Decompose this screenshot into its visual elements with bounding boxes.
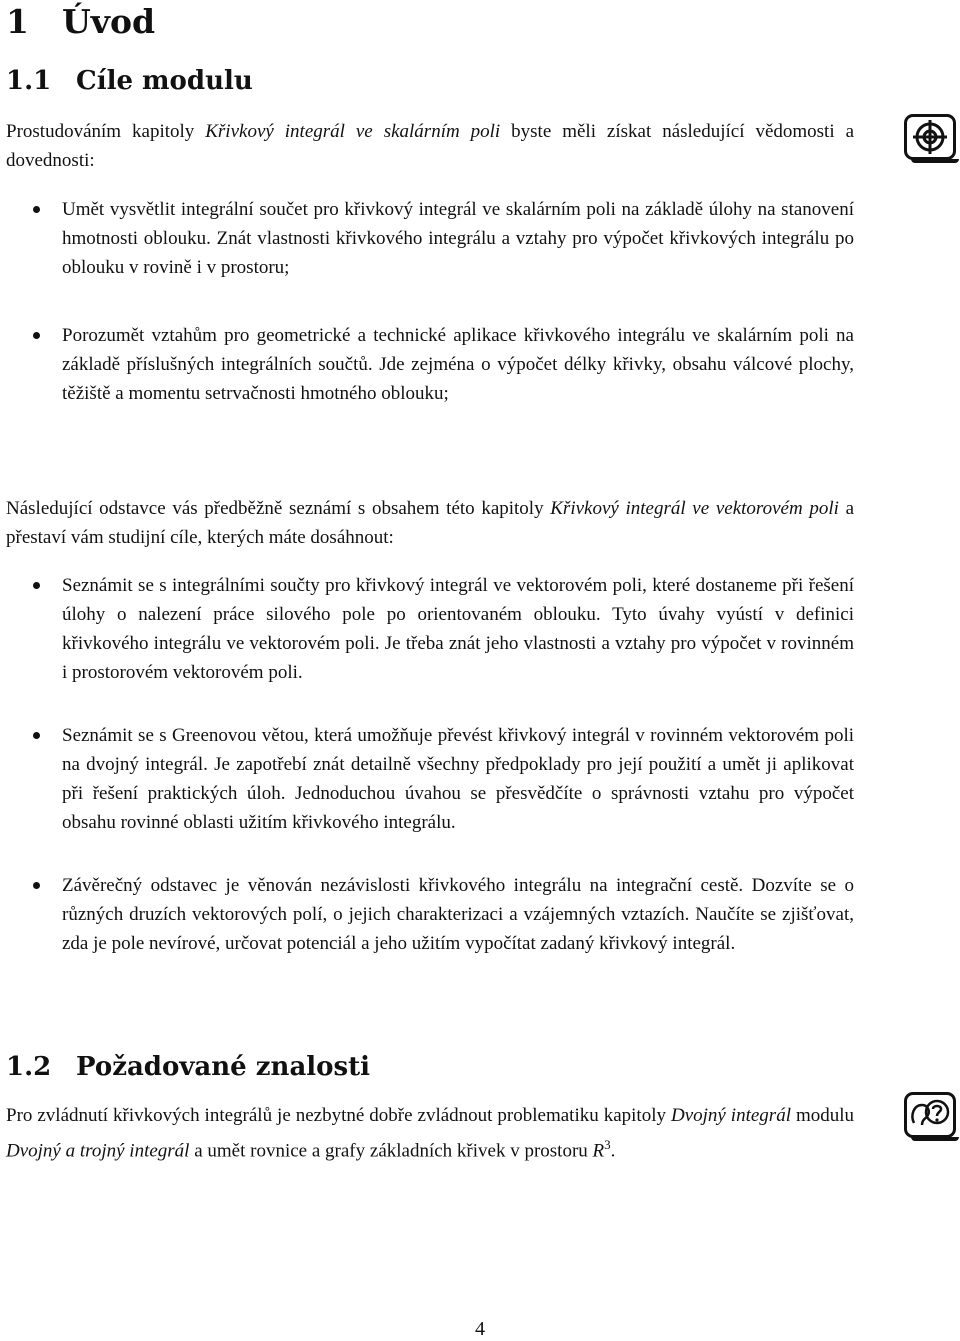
target-icon-glyph (910, 119, 950, 155)
prereq-text: a umět rovnice a grafy základních křivek v prostoru (189, 1140, 593, 1162)
overview-text-end: a přestaví vám studijní cíle, kterých máte dosáhnout: (6, 498, 854, 548)
prereq-text: modulu (790, 1105, 855, 1126)
section-heading-goals (6, 66, 253, 96)
list-item-text: Seznámit se s integrálními součty pro křivkový integrál ve vektorovém poli, které dostaneme při řešení úlohy o nalezení práce silového pole po orientovaném oblouku. Tyto úvahy vyústí v definici křivkového integrálu ve vektorovém poli. Je třeba znát jeho vlastnosti a vztahy pro výpočet v rovinném i prostorovém vektorovém poli. (62, 575, 854, 683)
prereq-module-ref: Dvojný a trojný integrál (6, 1140, 190, 1162)
math-exponent: 3 (604, 1137, 611, 1152)
intro-text: Prostudováním kapitoly (6, 121, 206, 142)
list-item (62, 571, 854, 687)
chapter-title: Úvod (62, 2, 156, 41)
list-item-text: Závěrečný odstavec je věnován nezávislosti křivkového integrálu na integrační cestě. Dozvíte se o různých druzích vektorových polí, o jejich charakterizaci a vzájemných vztazích. Naučíte se zjišťovat, zda je pole nevírové, určovat potenciál a jeho užitím vypočítat zadaný křivkový integrál. (62, 875, 854, 954)
overview-chapter-ref: Křivkový integrál ve vektorovém poli (550, 498, 839, 519)
list-item-text: Seznámit se s Greenovou větou, která umožňuje převést křivkový integrál v rovinném vektorovém poli na dvojný integrál. Je zapotřebí znát detailně všechny předpoklady pro její použití a umět ji aplikovat při řešení praktických úloh. Jednoduchou úvahou se přesvědčíte o správnosti vztahu pro výpočet obsahu rovinné oblasti užitím křivkového integrálu. (62, 725, 854, 833)
section-heading-prerequisites (6, 1052, 370, 1082)
prereq-text: Pro zvládnutí křivkových integrálů je nezbytné dobře zvládnout problematiku kapitoly (6, 1105, 671, 1126)
chapter-heading (6, 2, 155, 41)
bullet-icon (33, 332, 40, 339)
prerequisites-paragraph (6, 1101, 854, 1165)
list-item (62, 321, 854, 408)
section-title: Cíle modulu (76, 66, 253, 96)
goals-list (62, 195, 854, 408)
prereq-text-end: . (610, 1140, 616, 1162)
section-number: 1.2 (6, 1052, 52, 1082)
question-mark-thinking-glyph (908, 1097, 952, 1133)
bullet-icon (33, 882, 40, 889)
study-goals-list (62, 571, 854, 958)
list-item-text: Umět vysvětlit integrální součet pro křivkový integrál ve skalárním poli na základě úlohy na stanovení hmotnosti oblouku. Znát vlastnosti křivkového integrálu a vztahy pro výpočet křivkových integrálu po oblouku v rovině i v prostoru; (62, 199, 854, 278)
intro-chapter-ref: Křivkový integrál ve skalárním poli (205, 121, 501, 142)
bullet-icon (33, 732, 40, 739)
section-number: 1.1 (6, 66, 52, 96)
target-icon (904, 114, 956, 160)
bullet-icon (33, 206, 40, 213)
section-title: Požadované znalosti (76, 1052, 371, 1082)
list-item (62, 871, 854, 958)
chapter-number: 1 (6, 2, 29, 41)
math-space-symbol: R (592, 1140, 605, 1162)
page-number: 4 (475, 1318, 485, 1340)
list-item (62, 721, 854, 837)
overview-text: Následující odstavce vás předběžně seznámí s obsahem této kapitoly (6, 498, 551, 519)
prereq-chapter-ref: Dvojný integrál (670, 1105, 791, 1126)
overview-paragraph (6, 494, 854, 552)
question-mark-thinking-icon (904, 1092, 956, 1138)
list-item (62, 195, 854, 282)
intro-paragraph (6, 117, 854, 175)
bullet-icon (33, 582, 40, 589)
intro-text-end: byste měli získat následující vědomosti a dovednosti: (6, 121, 854, 171)
list-item-text: Porozumět vztahům pro geometrické a technické aplikace křivkového integrálu ve skalárním poli na základě příslušných integrálních součtů. Jde zejména o výpočet délky křivky, obsahu válcové plochy, těžiště a momentu setrvačnosti hmotného oblouku; (62, 325, 854, 404)
